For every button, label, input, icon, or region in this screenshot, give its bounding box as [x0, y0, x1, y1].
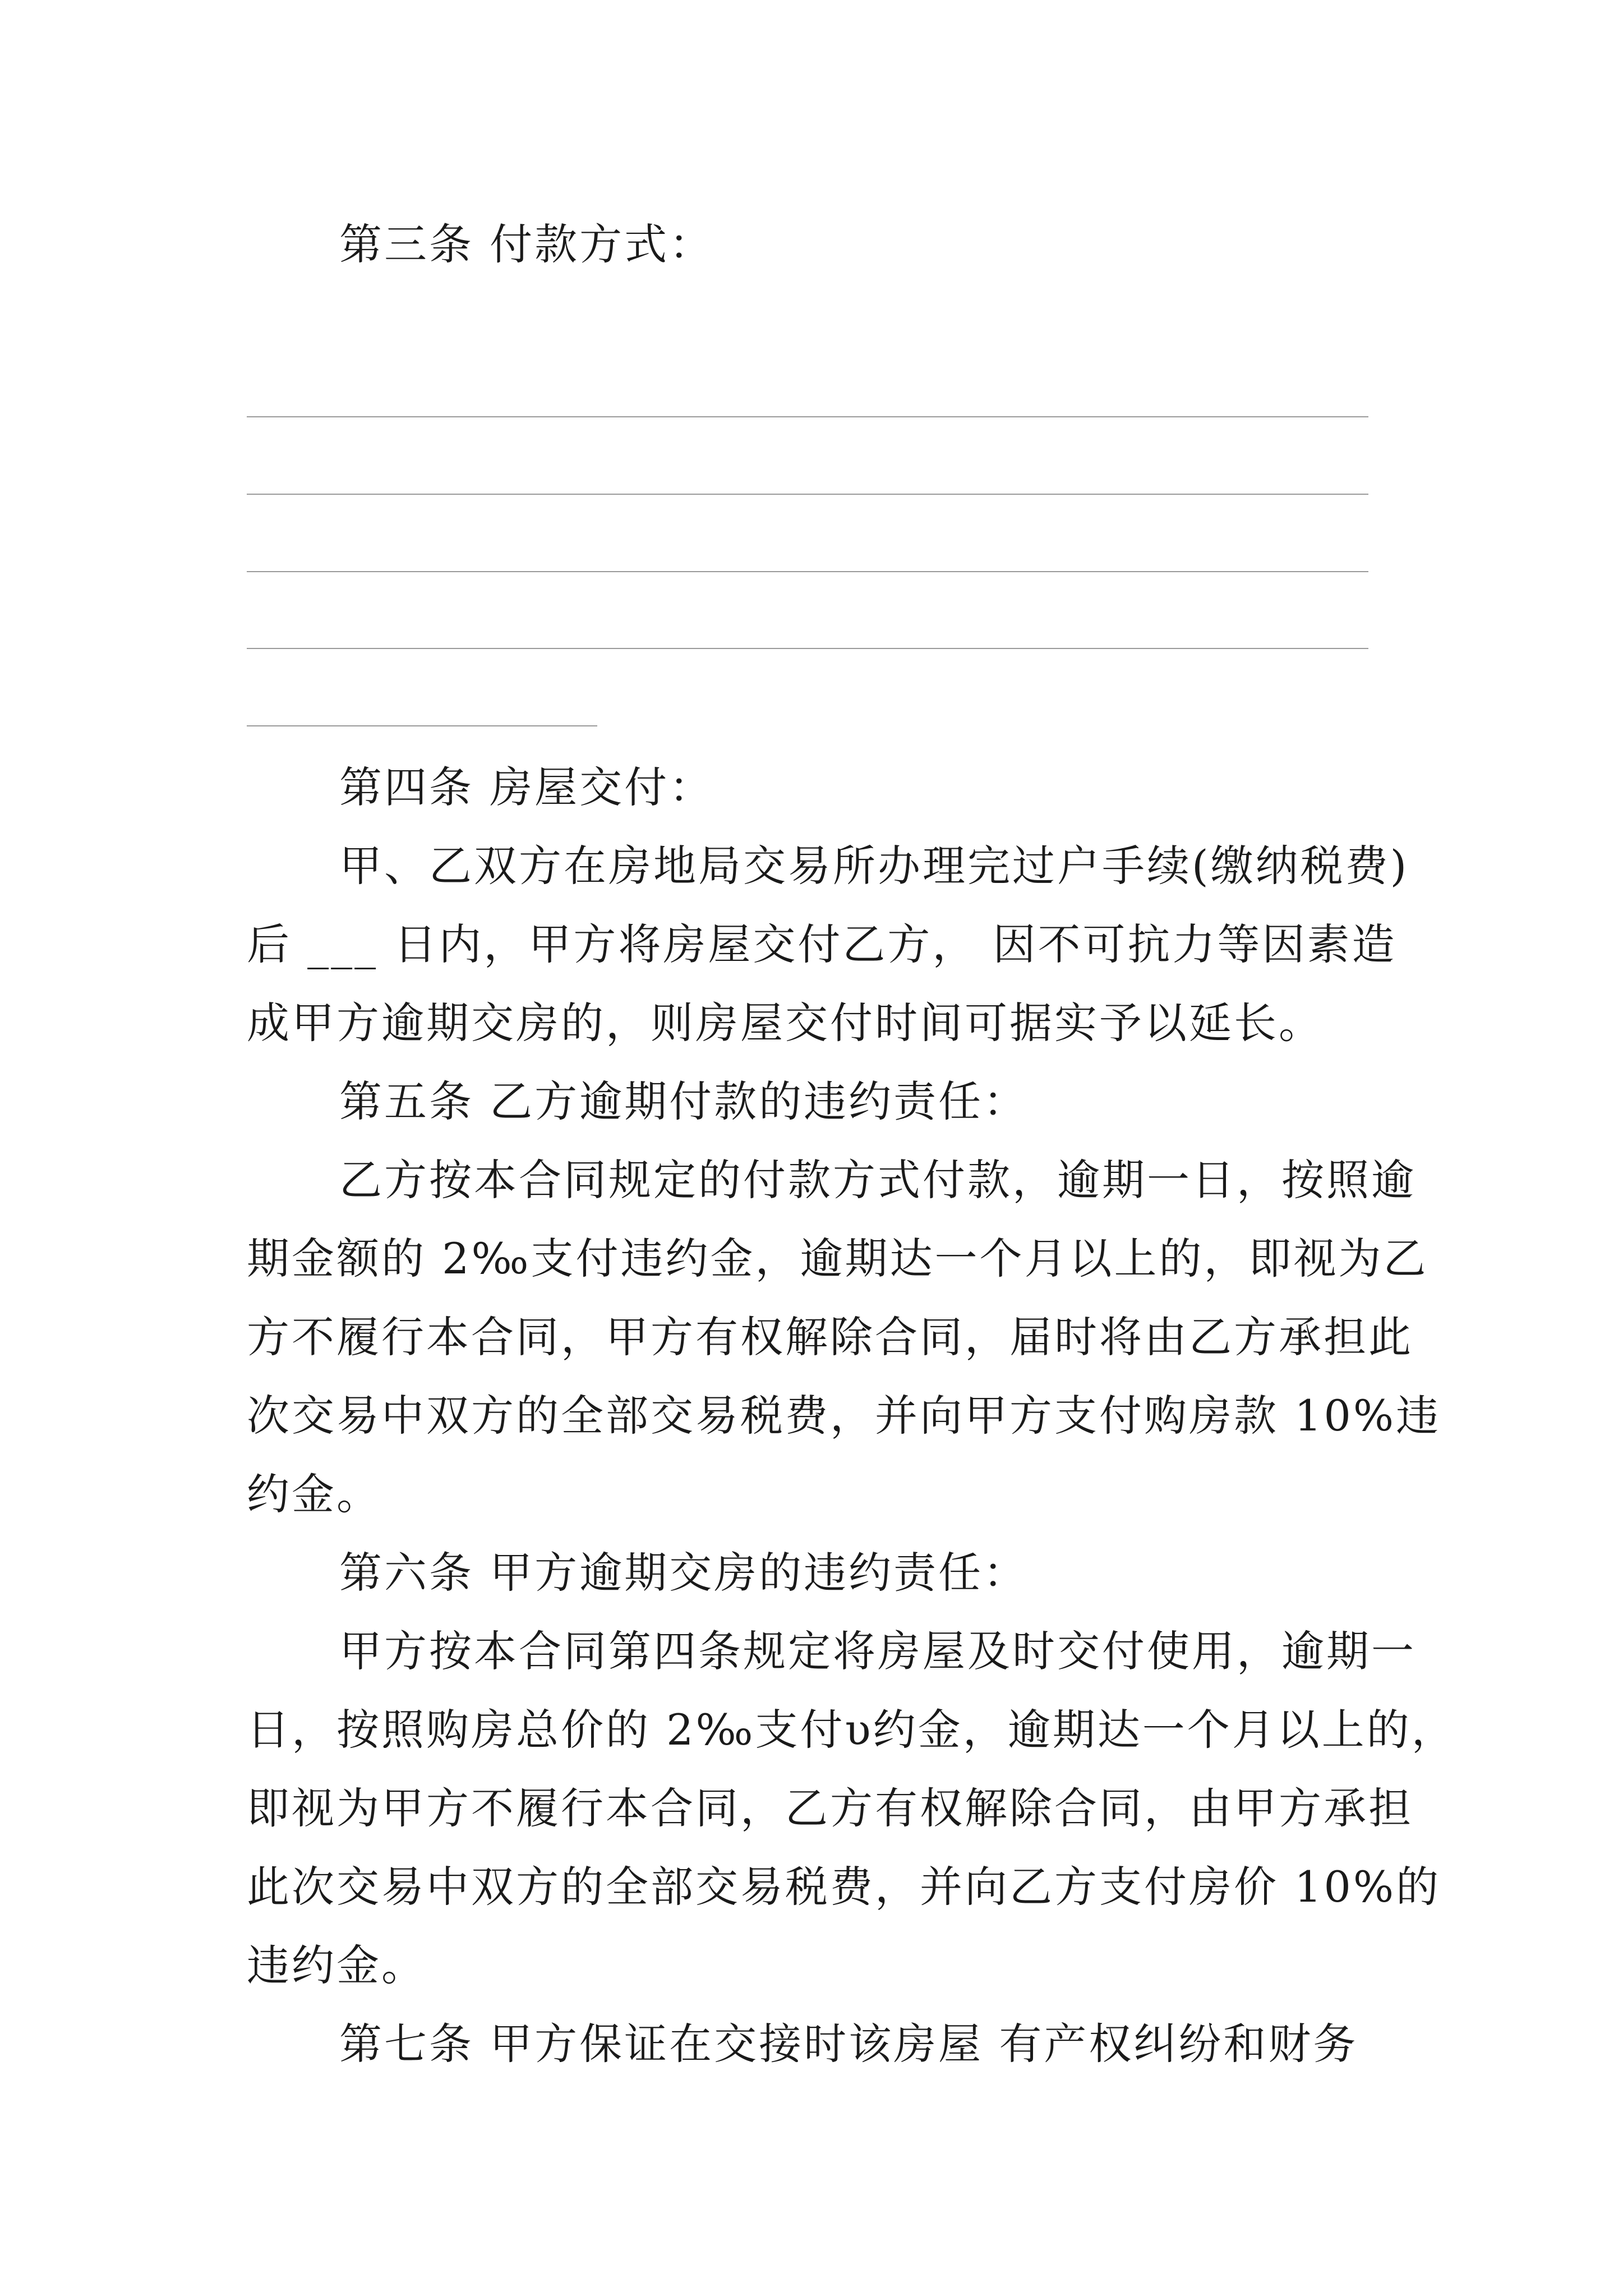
article-5-heading: 第五条 乙方逾期付款的违约责任： [339, 1076, 1029, 1126]
blank-line-5 [247, 725, 597, 726]
blank-line-3 [247, 571, 1368, 572]
article-6-line-3: 即视为甲方不履行本合同，乙方有权解除合同，由甲方承担 [247, 1783, 1413, 1833]
article-5-line-1: 乙方按本合同规定的付款方式付款，逾期一日，按照逾 [339, 1155, 1416, 1205]
article-6-line-2: 日，按照购房总价的 2‰支付υ约金，逾期达一个月以上的， [247, 1705, 1456, 1755]
article-5-line-2: 期金额的 2‰支付违约金，逾期达一个月以上的，即视为乙 [247, 1234, 1428, 1283]
article-6-line-1: 甲方按本合同第四条规定将房屋及时交付使用，逾期一 [339, 1626, 1416, 1676]
article-4-line-3: 成甲方逾期交房的，则房屋交付时间可据实予以延长。 [247, 998, 1324, 1048]
article-3-heading: 第三条 付款方式： [339, 219, 714, 269]
article-4-line-2: 后 ___ 日内，甲方将房屋交付乙方， 因不可抗力等因素造 [247, 919, 1397, 969]
blank-line-4 [247, 648, 1368, 649]
article-6-line-4: 此次交易中双方的全部交易税费，并向乙方支付房价 10%的 [247, 1862, 1441, 1912]
article-6-line-5: 违约金。 [247, 1940, 426, 1990]
article-5-line-5: 约金。 [247, 1469, 381, 1519]
blank-line-2 [247, 494, 1368, 495]
article-6-heading: 第六条 甲方逾期交房的违约责任： [339, 1548, 1029, 1598]
article-4-heading: 第四条 房屋交付： [339, 762, 714, 812]
article-4-line-1: 甲、乙双方在房地局交易所办理完过户手续(缴纳税费) [339, 841, 1409, 891]
article-7-heading: 第七条 甲方保证在交接时该房屋 有产权纠纷和财务 [339, 2019, 1358, 2069]
article-5-line-4: 次交易中双方的全部交易税费，并向甲方支付购房款 10%违 [247, 1391, 1441, 1441]
article-5-line-3: 方不履行本合同，甲方有权解除合同，届时将由乙方承担此 [247, 1312, 1413, 1362]
blank-line-1 [247, 416, 1368, 417]
